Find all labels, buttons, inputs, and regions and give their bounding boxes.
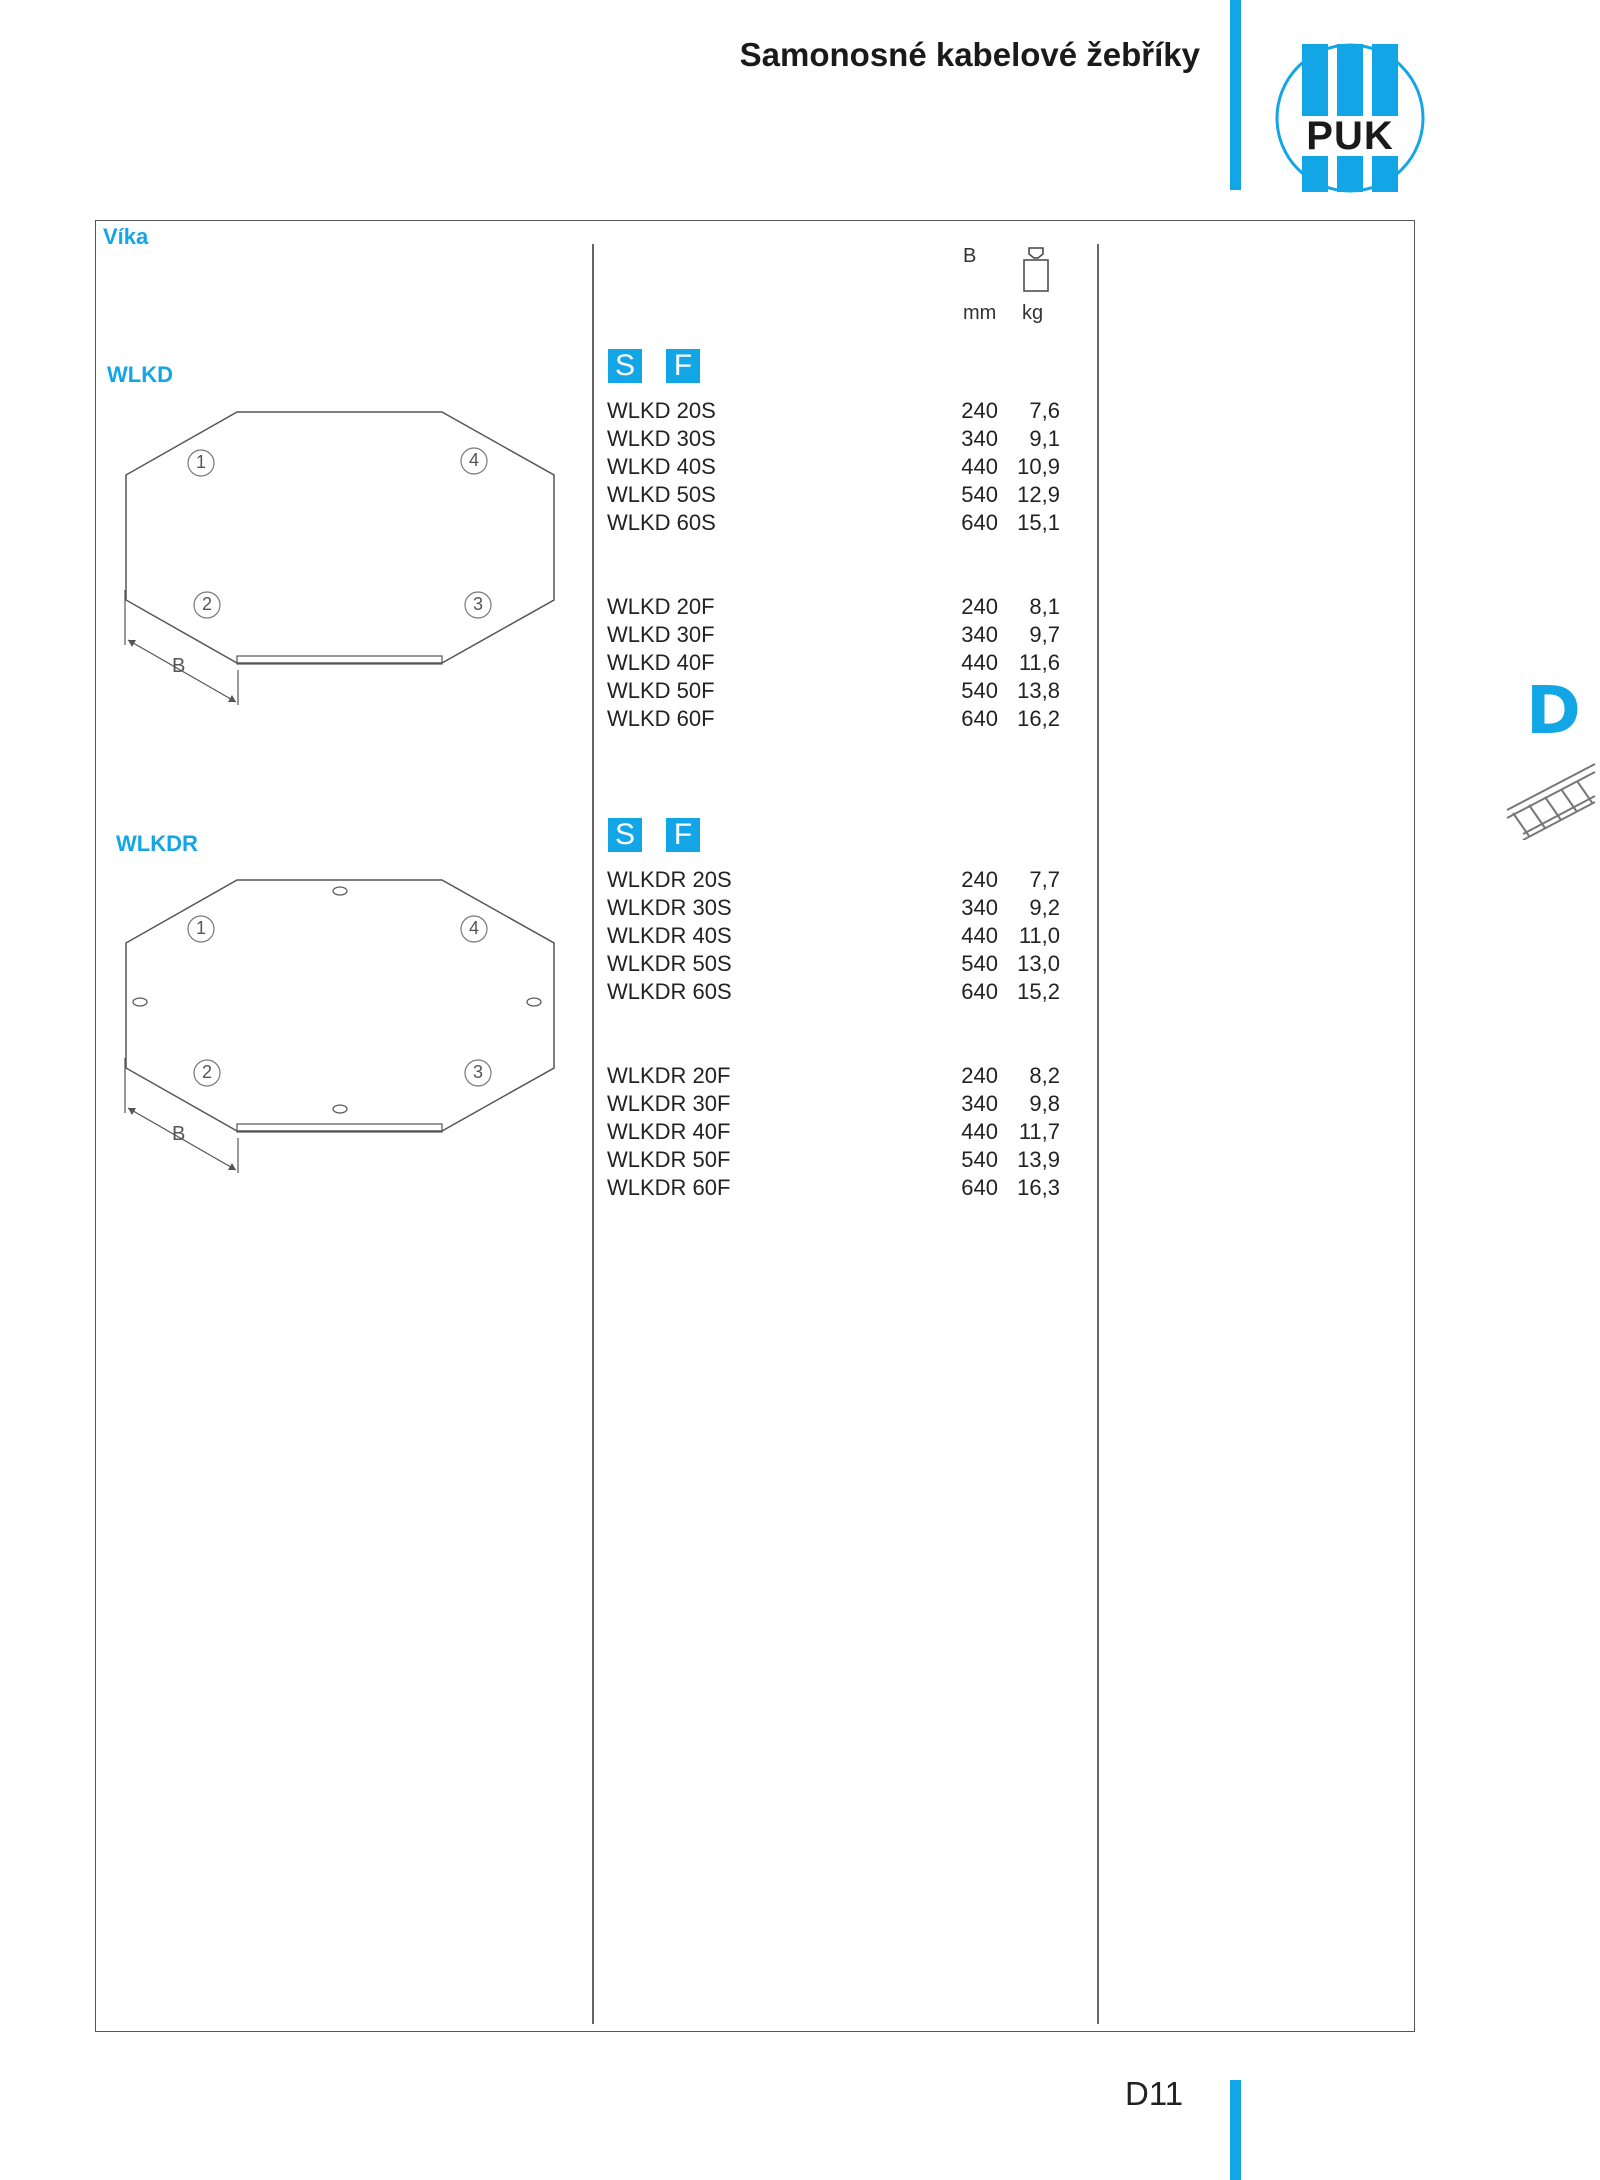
header-accent-bar [1230,0,1241,190]
wlkd-drawing [120,400,570,720]
section-title: Víka [103,224,149,249]
page-number: D11 [1125,2075,1184,2112]
wlkdr-marker-3: 3 [472,1062,483,1082]
cable-ladder-icon [1503,758,1597,845]
wlkdr-marker-1: 1 [195,918,206,938]
column-divider-left [592,244,594,2024]
wlkd-marker-3: 3 [472,594,483,614]
wlkdr-marker-2: 2 [201,1062,212,1082]
wlkd-marker-4: 4 [468,450,479,470]
wlkdr-drawing [120,868,570,1188]
badge-f-wlkdr: F [666,818,700,852]
section-tab-letter: D [1526,672,1581,749]
b-unit-label: mm [963,302,997,324]
weight-unit-label: kg [1022,302,1044,324]
wlkd-marker-1: 1 [195,452,206,472]
weight-icon [1020,246,1052,299]
group-label-wlkd: WLKD [107,362,173,387]
badge-s-wlkd: S [608,349,642,383]
wlkdr-marker-4: 4 [468,918,479,938]
group-label-wlkdr: WLKDR [116,831,198,856]
badge-f-wlkd: F [666,349,700,383]
wlkd-dimension-b: B [172,655,186,677]
b-column-header: B [963,245,977,267]
puk-logo-text: PUK [1306,114,1394,158]
footer-accent-bar [1230,2080,1241,2180]
badge-s-wlkdr: S [608,818,642,852]
page-title: Samonosné kabelové žebříky [739,36,1200,73]
puk-logo [1270,38,1430,198]
wlkdr-dimension-b: B [172,1123,186,1145]
column-divider-right [1097,244,1099,2024]
wlkd-marker-2: 2 [201,594,212,614]
